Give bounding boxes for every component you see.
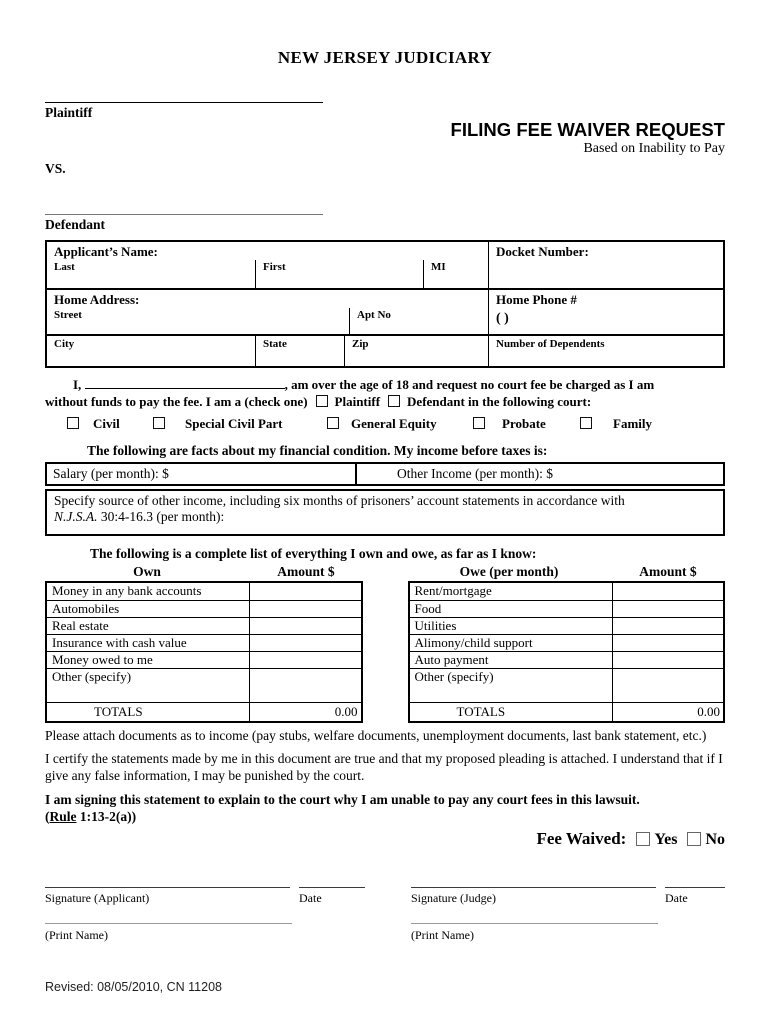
judge-date-label: Date [665, 891, 688, 905]
table-row [47, 668, 361, 702]
applicant-info-table [45, 240, 725, 368]
home-address-label: Home Address: [54, 292, 140, 307]
form-subtitle: Based on Inability to Pay [583, 141, 725, 156]
dependents-field[interactable]: Number of Dependents [488, 336, 723, 366]
checkbox-general-equity[interactable] [327, 417, 339, 429]
plaintiff-name-line[interactable] [45, 102, 323, 103]
owe-totals-label: TOTALS [456, 704, 506, 719]
applicant-name-blank[interactable] [85, 376, 285, 389]
checkbox-special-civil-part[interactable] [153, 417, 165, 429]
judge-print-name-line[interactable] [411, 923, 658, 924]
owe-item-label[interactable]: Other (specify) [414, 669, 494, 684]
own-item-label: Money in any bank accounts [52, 583, 202, 598]
fee-waived-no-label: No [705, 831, 725, 848]
attach-documents-paragraph: Please attach documents as to income (pay stubs, welfare documents, unemployment documents, last bank statement, etc.) [45, 728, 707, 743]
page-title: NEW JERSEY JUDICIARY [277, 48, 493, 67]
table-row [410, 634, 724, 651]
option-probate: Probate [502, 416, 546, 431]
judge-signature-label: Signature (Judge) [411, 891, 496, 905]
salary-field[interactable]: Salary (per month): $ [53, 466, 169, 481]
defendant-name-line[interactable] [45, 214, 323, 215]
owe-amount-input[interactable] [612, 601, 724, 617]
table-row [47, 334, 723, 366]
owe-amount-input[interactable] [612, 583, 724, 600]
rule-word: Rule [49, 809, 77, 824]
own-table [45, 581, 363, 723]
applicant-print-name-line[interactable] [45, 923, 292, 924]
court-type-options [45, 416, 725, 436]
owe-header: Owe (per month) [459, 564, 559, 579]
other-income-field[interactable]: Other Income (per month): $ [355, 464, 723, 484]
table-row [410, 651, 724, 668]
owe-item-label: Food [414, 601, 442, 616]
own-owe-column-headers [45, 564, 725, 580]
checkbox-family[interactable] [580, 417, 592, 429]
plaintiff-option-label: Plaintiff [334, 394, 381, 409]
home-phone-label: Home Phone # [496, 292, 577, 307]
own-total-value: 0.00 [249, 703, 361, 721]
signing-statement-line1: I am signing this statement to explain to the court why I am unable to pay any court fees in this lawsuit. [45, 792, 640, 807]
city-field[interactable]: City [54, 338, 75, 350]
option-general-equity: General Equity [351, 416, 437, 431]
checkbox-plaintiff[interactable] [316, 395, 328, 407]
last-name-field[interactable]: Last [54, 261, 75, 273]
own-amount-input[interactable] [249, 669, 361, 702]
intro-pre: I, [73, 377, 82, 392]
intro-line2: without funds to pay the fee. I am a (check one) [45, 394, 308, 409]
zip-field[interactable]: Zip [344, 336, 488, 366]
table-row [410, 617, 724, 634]
table-row [47, 242, 723, 288]
defendant-option-label: Defendant in the following court: [407, 394, 592, 409]
table-row [410, 583, 724, 600]
financial-facts-heading: The following are facts about my financial condition. My income before taxes is: [87, 443, 548, 458]
rule-citation: (Rule 1:13-2(a)) [45, 809, 137, 824]
request-statement [45, 376, 725, 410]
owe-total-value: 0.00 [612, 703, 724, 721]
first-name-field[interactable]: First [255, 260, 423, 288]
intro-after-blank: , am over the age of 18 and request no court fee be charged as I am [284, 377, 655, 392]
judge-date-line[interactable] [665, 887, 725, 888]
phone-area-parens[interactable]: ( ) [496, 311, 509, 326]
owe-amount-header: Amount $ [639, 564, 697, 579]
owe-item-label: Rent/mortgage [414, 583, 492, 598]
judge-signature-line[interactable] [411, 887, 656, 888]
applicant-date-label: Date [299, 891, 322, 905]
own-totals-row [47, 702, 361, 721]
owe-totals-row [410, 702, 724, 721]
applicant-name-label: Applicant’s Name: [54, 244, 158, 259]
owe-table [408, 581, 726, 723]
income-table [45, 462, 725, 486]
specify-line1: Specify source of other income, including six months of prisoners’ account statements in accordance with [54, 493, 625, 508]
checkbox-civil[interactable] [67, 417, 79, 429]
home-phone-field[interactable] [488, 290, 723, 334]
owe-amount-input[interactable] [612, 652, 724, 668]
plaintiff-label: Plaintiff [45, 105, 93, 120]
owe-item-label: Auto payment [414, 652, 489, 667]
table-row [410, 600, 724, 617]
checkbox-probate[interactable] [473, 417, 485, 429]
own-amount-input[interactable] [249, 583, 361, 600]
apt-no-field[interactable]: Apt No [349, 308, 488, 334]
owe-amount-input[interactable] [612, 618, 724, 634]
owe-item-label: Alimony/child support [414, 635, 533, 650]
applicant-print-name-label: (Print Name) [45, 928, 108, 942]
own-amount-input[interactable] [249, 635, 361, 651]
option-civil: Civil [93, 416, 120, 431]
own-owe-tables [45, 581, 725, 723]
own-amount-header: Amount $ [277, 564, 335, 579]
applicant-signature-line[interactable] [45, 887, 290, 888]
form-title: FILING FEE WAIVER REQUEST [450, 119, 725, 140]
own-amount-input[interactable] [249, 601, 361, 617]
fee-waived-yes-label: Yes [654, 831, 678, 848]
owe-item-label: Utilities [414, 618, 457, 633]
own-item-label: Automobiles [52, 601, 120, 616]
judge-print-name-label: (Print Name) [411, 928, 474, 942]
own-item-label: Money owed to me [52, 652, 153, 667]
table-row [47, 288, 723, 334]
fee-waived-section [45, 829, 725, 849]
defendant-label: Defendant [45, 217, 105, 232]
certification-paragraph: I certify the statements made by me in this document are true and that my proposed pleading is attached. I understand that if I give any false information, I may be punished by the court. [45, 751, 723, 783]
own-amount-input[interactable] [249, 652, 361, 668]
state-field[interactable]: State [255, 336, 344, 366]
checkbox-fee-waived-yes[interactable] [636, 832, 650, 846]
signature-section [45, 879, 725, 957]
option-special-civil-part: Special Civil Part [185, 416, 283, 431]
checkbox-defendant[interactable] [388, 395, 400, 407]
other-income-source-field[interactable] [45, 489, 725, 536]
applicant-signature-label: Signature (Applicant) [45, 891, 150, 905]
owe-amount-input[interactable] [612, 635, 724, 651]
own-amount-input[interactable] [249, 618, 361, 634]
street-field[interactable]: Street [54, 309, 82, 321]
table-row [47, 651, 361, 668]
assets-list-heading: The following is a complete list of everything I own and owe, as far as I know: [90, 546, 537, 561]
table-row [410, 668, 724, 702]
own-header: Own [133, 564, 161, 579]
table-row [47, 617, 361, 634]
docket-number-field[interactable]: Docket Number: [488, 242, 723, 288]
checkbox-fee-waived-no[interactable] [687, 832, 701, 846]
own-totals-label: TOTALS [94, 704, 143, 719]
case-caption [45, 97, 725, 237]
specify-rest: 30:4-16.3 (per month): [97, 509, 225, 524]
table-row [47, 600, 361, 617]
middle-initial-field[interactable]: MI [423, 260, 488, 288]
own-item-label: Real estate [52, 618, 109, 633]
table-row [47, 583, 361, 600]
own-item-label: Insurance with cash value [52, 635, 187, 650]
applicant-date-line[interactable] [299, 887, 365, 888]
option-family: Family [613, 416, 652, 431]
table-row [47, 634, 361, 651]
revision-footer: Revised: 08/05/2010, CN 11208 [45, 980, 222, 994]
own-item-label[interactable]: Other (specify) [52, 669, 132, 684]
owe-amount-input[interactable] [612, 669, 724, 702]
signing-statement [45, 791, 725, 825]
vs-label: VS. [45, 161, 66, 176]
fee-waived-label: Fee Waived: [536, 829, 627, 848]
statute-citation: N.J.S.A. [54, 509, 98, 524]
